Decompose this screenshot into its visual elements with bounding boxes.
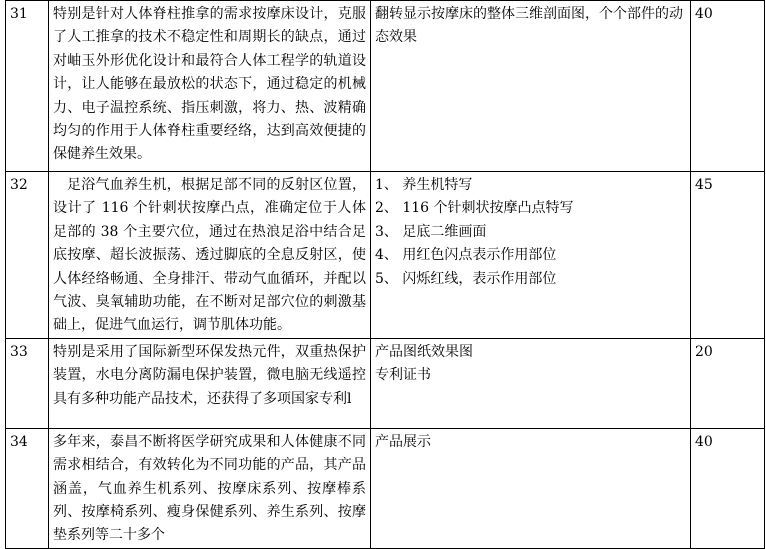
row-description: 特别是采用了国际新型环保发热元件，双重热保护装置，水电分离防漏电保护装置，微电脑无线遥控具有多种功能产品技术，还获得了多项国家专利l xyxy=(49,338,371,428)
animation-line: 2、 116 个针刺状按摩凸点特写 xyxy=(375,200,574,217)
row-description: 多年来，泰昌不断将医学研究成果和人体健康不同需求相结合，有效转化为不同功能的产品，其产品涵盖，气血养生机系列、按摩床系列、按摩棒系列、按摩椅系列、瘦身保健系列、养生系列、按摩垫系列等二十多个 xyxy=(49,428,371,548)
animation-line: 5、 闪烁红线，表示作用部位 xyxy=(375,270,557,287)
animation-line: 产品图纸效果图 xyxy=(375,343,473,360)
row-seconds: 45 xyxy=(691,172,765,339)
animation-line: 4、 用红色闪点表示作用部位 xyxy=(375,247,557,264)
animation-line: 3、 足底二维画面 xyxy=(375,223,487,240)
row-animation xyxy=(371,338,691,428)
row-number: 34 xyxy=(6,428,49,548)
row-number: 31 xyxy=(6,1,49,172)
row-seconds: 40 xyxy=(691,428,765,548)
table-row xyxy=(6,338,765,428)
row-description: 足浴气血养生机，根据足部不同的反射区位置，设计了 116 个针刺状按摩凸点，准确定位于人体足部的 38 个主要穴位，通过在热浪足浴中结合足底按摩、超长波振荡、透过脚底的全息反射区，使人体经络畅通、全身排汗、带动气血循环，并配以气波、臭氧辅助功能，在不断对足部穴位的刺激基础上，促进气血运行，调节肌体功能。 xyxy=(49,172,371,339)
row-number: 32 xyxy=(6,172,49,339)
table-row xyxy=(6,172,765,339)
animation-line: 翻转显示按摩床的整体三维剖面图，个个部件的动态效果 xyxy=(375,6,683,46)
table-row xyxy=(6,428,765,548)
row-seconds: 40 xyxy=(691,1,765,172)
row-animation xyxy=(371,428,691,548)
row-seconds: 20 xyxy=(691,338,765,428)
table-row xyxy=(6,1,765,172)
script-table xyxy=(5,0,765,549)
animation-line: 产品展示 xyxy=(375,433,431,450)
animation-line: 专利证书 xyxy=(375,367,431,384)
row-description: 特别是针对人体脊柱推拿的需求按摩床设计，克服了人工推拿的技术不稳定性和周期长的缺点，通过对岫玉外形优化设计和最符合人体工程学的轨道设计，让人能够在最放松的状态下，通过稳定的机械力、电子温控系统、指压刺激，将力、热、波精确均匀的作用于人体脊柱重要经络，达到高效便捷的保健养生效果。 xyxy=(49,1,371,172)
row-number: 33 xyxy=(6,338,49,428)
animation-line: 1、 养生机特写 xyxy=(375,177,473,193)
row-animation xyxy=(371,172,691,339)
row-animation xyxy=(371,1,691,172)
